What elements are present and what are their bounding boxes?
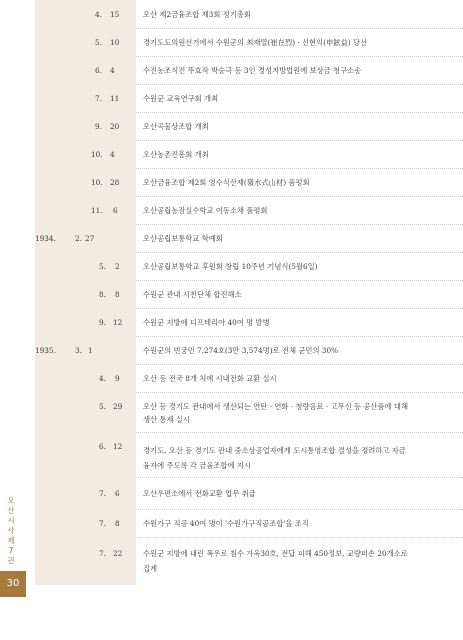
table-row: [35, 84, 463, 113]
date-column-bg: [35, 364, 136, 392]
table-row: [35, 336, 463, 365]
table-row: [35, 140, 463, 169]
date-day: 10: [110, 38, 120, 47]
event-text: 수진농조식건 뚜효작 박승극 등 3인 경성지방법원에 보상금 청구소송: [143, 66, 362, 75]
date-column-bg: [35, 56, 136, 84]
date-column-bg: [35, 84, 136, 112]
date-column-bg: [35, 168, 136, 196]
date-month: 4.: [99, 374, 106, 383]
date-column-bg: [35, 140, 136, 168]
date-day: 15: [110, 10, 120, 19]
date-month: 7.: [99, 519, 106, 528]
table-row: [35, 392, 463, 433]
event-text: 수원군 지방에 내린 폭우로 침수 가옥30호, 전답 피해 450정보, 교량피손 20개소로: [143, 549, 408, 558]
table-row: [35, 509, 463, 538]
date-day: 6: [115, 489, 120, 498]
date-month: 11.: [91, 206, 103, 215]
date-month: 7.: [99, 549, 106, 558]
event-text-line2: 융자에 주도록 각 금융조합에 지시: [143, 461, 251, 470]
date-month: 4.: [95, 10, 102, 19]
date-day: 22: [113, 549, 123, 558]
date-day: 20: [110, 122, 120, 131]
date-day: 8: [115, 519, 120, 528]
table-row: [35, 477, 463, 510]
table-row: [35, 168, 463, 197]
table-row: [35, 364, 463, 393]
date-column-bg: [35, 252, 136, 280]
page-number: 30: [0, 571, 26, 597]
date-day: 11: [110, 94, 120, 103]
date-day: 27: [85, 234, 95, 243]
date-month: 7.: [95, 94, 102, 103]
table-row: [35, 28, 463, 57]
date-month: 5.: [95, 38, 102, 47]
event-text: 경기도도의원선거에서 수원군의 최재열(崔在烈) · 신현익(申鉉益) 당선: [143, 38, 368, 47]
event-text: 수원군 관내 시천단체 합진해소: [143, 290, 242, 299]
date-month: 5.: [99, 402, 106, 411]
date-day: 2: [115, 262, 120, 271]
event-text: 수원가구 직공 40여 명이 '수원가구직공조합'을 조직: [143, 519, 309, 528]
table-row: [35, 252, 463, 281]
date-day: 28: [110, 178, 120, 187]
date-month: 7.: [99, 489, 106, 498]
date-day: 12: [113, 442, 123, 451]
event-text: 수원군의 빈궁민 7,274호(3만 3,574명)로 전체 군민의 30%: [143, 346, 339, 355]
date-day: 4: [110, 66, 115, 75]
date-month: 10.: [91, 150, 103, 159]
event-text: 경기도, 오산 등 경기도 관내 중소상공업자에게 도시통영조합 결성을 정려하고 자금: [143, 446, 406, 455]
date-column-bg: [35, 280, 136, 308]
date-column-bg: [35, 196, 136, 224]
table-row: [35, 0, 463, 29]
date-month: 9.: [95, 122, 102, 131]
date-day: 12: [113, 318, 123, 327]
date-month: 9.: [99, 318, 106, 327]
table-row: [35, 196, 463, 225]
event-text: 오산 제2금융조합 제3회 정기총회: [143, 10, 251, 19]
event-text: 오산 등 전국 8개 처에 시내전화 교환 실시: [143, 374, 277, 383]
date-year: 1934.: [35, 234, 56, 243]
table-row: [35, 280, 463, 309]
date-day: 29: [113, 402, 123, 411]
event-text: 수원군 교육연구회 개최: [143, 94, 219, 103]
book-title-vertical: 오 산 시 사 제 7 권: [7, 496, 15, 565]
table-row: [35, 308, 463, 337]
date-month: 6.: [99, 442, 106, 451]
date-month: 5.: [99, 262, 106, 271]
date-month: 2.: [75, 234, 82, 243]
date-month: 10.: [91, 178, 103, 187]
table-row: [35, 432, 463, 478]
date-day: 6: [113, 206, 118, 215]
date-day: 8: [115, 290, 120, 299]
date-day: 9: [115, 374, 120, 383]
date-year: 1935.: [35, 346, 56, 355]
table-row: [35, 112, 463, 141]
table-row: [35, 224, 463, 253]
event-text: 오산공립보통학교 후원회 창립 10주년 기념식(5월6일): [143, 262, 318, 271]
date-column-bg: [35, 28, 136, 56]
event-text: 오산공립농잠실수학교 이동소채 품평회: [143, 206, 268, 215]
event-text-line2: 생산 통제 실시: [143, 415, 190, 424]
event-text: 오산금융조합 제2회 영수식산재(嶺水式山材) 품평회: [143, 178, 310, 187]
event-text: 오산농촌진흥회 개최: [143, 150, 209, 159]
event-text: 오산 등 경기도 관내에서 생산되는 연탄 · 연화 · 청량음료 · 고무신 등 공산품에 대해: [143, 402, 408, 411]
date-month: 6.: [95, 66, 102, 75]
table-row: [35, 56, 463, 85]
date-month: 3.: [75, 346, 82, 355]
date-column-bg: [35, 112, 136, 140]
event-text: 오산우편소에서 전화교환 업무 취급: [143, 489, 256, 498]
table-row: [35, 537, 463, 585]
date-month: 8.: [99, 290, 106, 299]
event-text-line2: 집계: [143, 564, 158, 573]
event-text: 오산곡물상조합 개최: [143, 122, 209, 131]
date-column-bg: [35, 509, 136, 537]
event-text: 수원군 지방에 디프테리아 40여 명 발병: [143, 318, 270, 327]
date-column-bg: [35, 0, 136, 28]
date-day: 1: [88, 346, 93, 355]
date-day: 4: [110, 150, 115, 159]
date-column-bg: [35, 477, 136, 509]
event-text: 오산공립보통학교 학예회: [143, 234, 223, 243]
